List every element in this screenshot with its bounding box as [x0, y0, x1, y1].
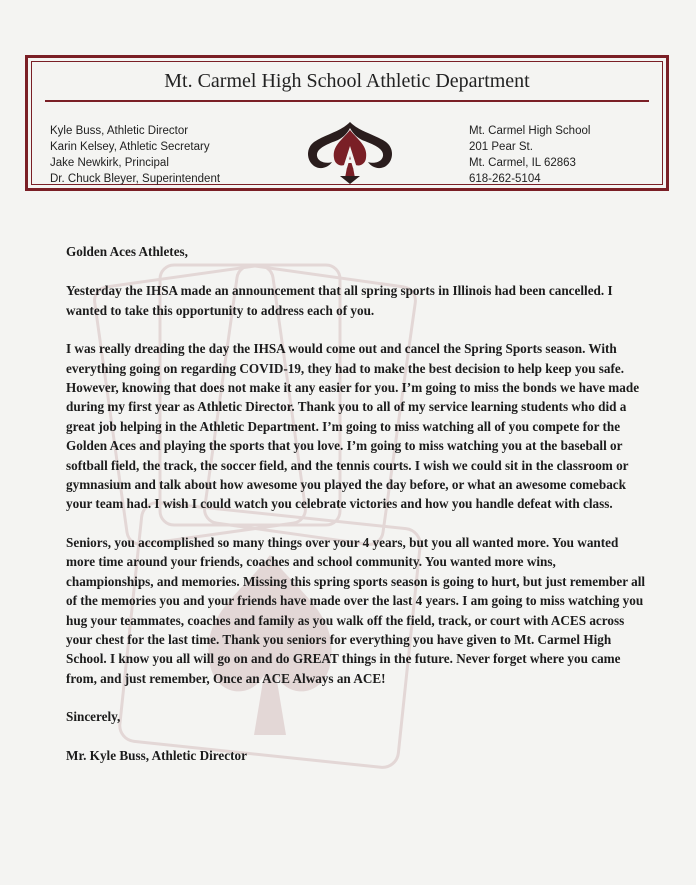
- address-phone: 618-262-5104: [469, 173, 541, 185]
- staff-list: [50, 123, 220, 187]
- aces-spade-logo-icon: [304, 118, 396, 186]
- letter-greeting: Golden Aces Athletes,: [66, 244, 188, 259]
- letterhead: [25, 55, 669, 191]
- staff-superintendent: Dr. Chuck Bleyer, Superintendent: [50, 173, 221, 185]
- letter-paragraph: Yesterday the IHSA made an announcement that all spring sports in Illinois had been cancelled. I wanted to take this opportunity to address each of you.: [66, 283, 613, 318]
- address-city-state-zip: Mt. Carmel, IL 62863: [469, 157, 576, 169]
- title-divider: [45, 100, 649, 102]
- staff-principal: Jake Newkirk, Principal: [50, 157, 169, 169]
- staff-athletic-director: Kyle Buss, Athletic Director: [50, 125, 189, 137]
- address-school-name: Mt. Carmel High School: [469, 125, 591, 137]
- staff-athletic-secretary: Karin Kelsey, Athletic Secretary: [50, 141, 210, 153]
- address-street: 201 Pear St.: [469, 141, 533, 153]
- letter-paragraph: I was really dreading the day the IHSA would come out and cancel the Spring Sports season. With everything going on regarding COVID-19, they had to make the best decision to help keep you safe. However, knowing that does not make it any easier for you. I’m going to miss the bonds we have made during my first year as Athletic Director. Thank you to all of my service learning students who did a great job helping in the Athletic Department. I’m going to miss watching all of you compete for the Golden Aces and playing the sports that you love. I’m going to miss watching you at the baseball or softball field, the track, the soccer field, and the tennis courts. I wish we could sit in the classroom or gymnasium and talk about how awesome you played the day before, or what an awesome comeback your team had. I wish I could watch you celebrate victories and how you handle defeat with class.: [66, 341, 640, 512]
- school-address: [469, 123, 590, 187]
- department-title: Mt. Carmel High School Athletic Department: [164, 70, 530, 92]
- letterhead-border: [31, 61, 663, 185]
- letter-signature: Mr. Kyle Buss, Athletic Director: [66, 747, 247, 763]
- letter-paragraph: Seniors, you accomplished so many things over your 4 years, but you all wanted more. You wanted more time around your friends, coaches and school community. You wanted more wins, championships, and memories. Missing this spring sports season is going to hurt, but just remember all of the memories you and your friends have made over the last 4 years. I am going to miss watching you hug your teammates, coaches and family as you walk off the field, track, or court with ACES across your chest for the last time. Thank you seniors for everything you have given to Mt. Carmel High School. I know you all will go on and do GREAT things in the future. Never forget where you came from, and just remember, Once an ACE Always an ACE!: [66, 534, 646, 686]
- letter-closing: Sincerely,: [66, 709, 121, 725]
- letter-body: [66, 242, 646, 765]
